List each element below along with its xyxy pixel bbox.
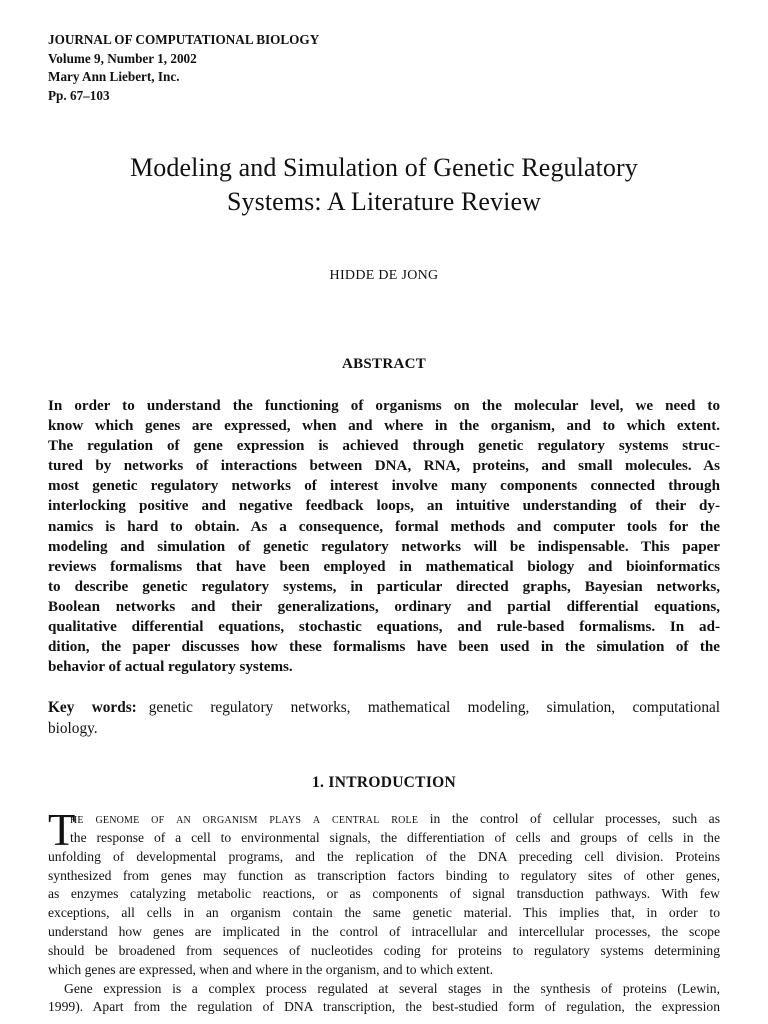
introduction-body: [48, 805, 720, 1017]
paper-title-line-1: Modeling and Simulation of Genetic Regulatory: [130, 153, 638, 182]
abstract-line: In order to understand the functioning of organisms on the molecular level, we need to: [48, 398, 720, 414]
intro-line: the response of a cell to environmental signals, the differentiation of cells and groups of cells in the: [70, 829, 720, 845]
paper-title: [48, 151, 720, 219]
intro-opening-rest: in the control of cellular processes, such as: [418, 811, 720, 826]
journal-publisher: Mary Ann Liebert, Inc.: [48, 69, 180, 84]
abstract-line: reviews formalisms that have been employed in mathematical biology and bioinformatics: [48, 558, 720, 575]
abstract-body: [48, 396, 720, 677]
intro-line: which genes are expressed, when and where in the organism, and to which extent.: [48, 961, 494, 977]
abstract-line: qualitative differential equations, stochastic equations, and rule-based formalisms. In ad-: [48, 619, 720, 636]
journal-header: [48, 31, 319, 105]
intro-opening-smallcaps: he genome of an organism plays a central role: [70, 811, 419, 826]
abstract-line: Boolean networks and their generalizations, ordinary and partial differential equations,: [48, 598, 720, 615]
intro-line: should be broadened from sequences of nucleotides coding for proteins to regulatory systems determining: [48, 942, 720, 958]
abstract-line: most genetic regulatory networks of interest involve many components connected through: [48, 478, 720, 495]
keywords-line-2: biology.: [48, 719, 98, 737]
abstract-line: tured by networks of interactions between DNA, RNA, proteins, and small molecules. As: [48, 458, 720, 475]
journal-volume: Volume 9, Number 1, 2002: [48, 50, 197, 66]
paper-title-line-2: Systems: A Literature Review: [226, 187, 542, 216]
drop-cap: T: [48, 805, 76, 855]
intro-line: synthesized from genes may function as transcription factors binding to regulatory sites of other genes,: [48, 867, 720, 883]
intro-line: Gene expression is a complex process regulated at several stages in the synthesis of proteins (Lewin,: [64, 980, 720, 996]
keywords-label: Key words:: [48, 699, 137, 716]
abstract-line: behavior of actual regulatory systems.: [48, 659, 293, 676]
intro-line: understand how genes are implicated in the control of intracellular and intercellular processes, the scope: [48, 924, 720, 940]
abstract-line: know which genes are expressed, when and where in the organism, and to which extent.: [48, 418, 720, 435]
abstract-line: dition, the paper discusses how these formalisms have been used in the simulation of the: [48, 639, 720, 656]
abstract-line: to describe genetic regulatory systems, in particular directed graphs, Bayesian networks,: [48, 578, 720, 595]
abstract-line: namics is hard to obtain. As a consequence, formal methods and computer tools for the: [48, 518, 720, 535]
intro-line: [48, 810, 720, 829]
keywords-block: [48, 698, 720, 739]
abstract-line: The regulation of gene expression is achieved through genetic regulatory systems struc-: [48, 438, 720, 455]
keywords-text: genetic regulatory networks, mathematical modeling, simulation, computational: [148, 699, 721, 716]
abstract-line: interlocking positive and negative feedback loops, an intuitive understanding of their dy-: [48, 498, 720, 515]
intro-line: as enzymes catalyzing metabolic reactions, or as components of signal transduction pathways. With few: [48, 886, 720, 902]
journal-name: JOURNAL OF COMPUTATIONAL BIOLOGY: [48, 32, 320, 47]
abstract-line: modeling and simulation of genetic regulatory networks will be indispensable. This paper: [48, 538, 720, 555]
intro-line: unfolding of developmental programs, and the replication of the DNA preceding cell division. Proteins: [48, 848, 720, 864]
journal-pages: Pp. 67–103: [48, 87, 110, 103]
abstract-heading: ABSTRACT: [341, 356, 427, 372]
intro-line: 1999). Apart from the regulation of DNA transcription, the best-studied form of regulation, the expression: [48, 999, 720, 1015]
keywords-line-1: [48, 698, 720, 719]
section-heading-introduction: 1. INTRODUCTION: [311, 774, 456, 791]
paper-author: HIDDE DE JONG: [329, 268, 439, 283]
intro-line: exceptions, all cells in an organism contain the same genetic material. This implies that, in order to: [48, 905, 720, 921]
